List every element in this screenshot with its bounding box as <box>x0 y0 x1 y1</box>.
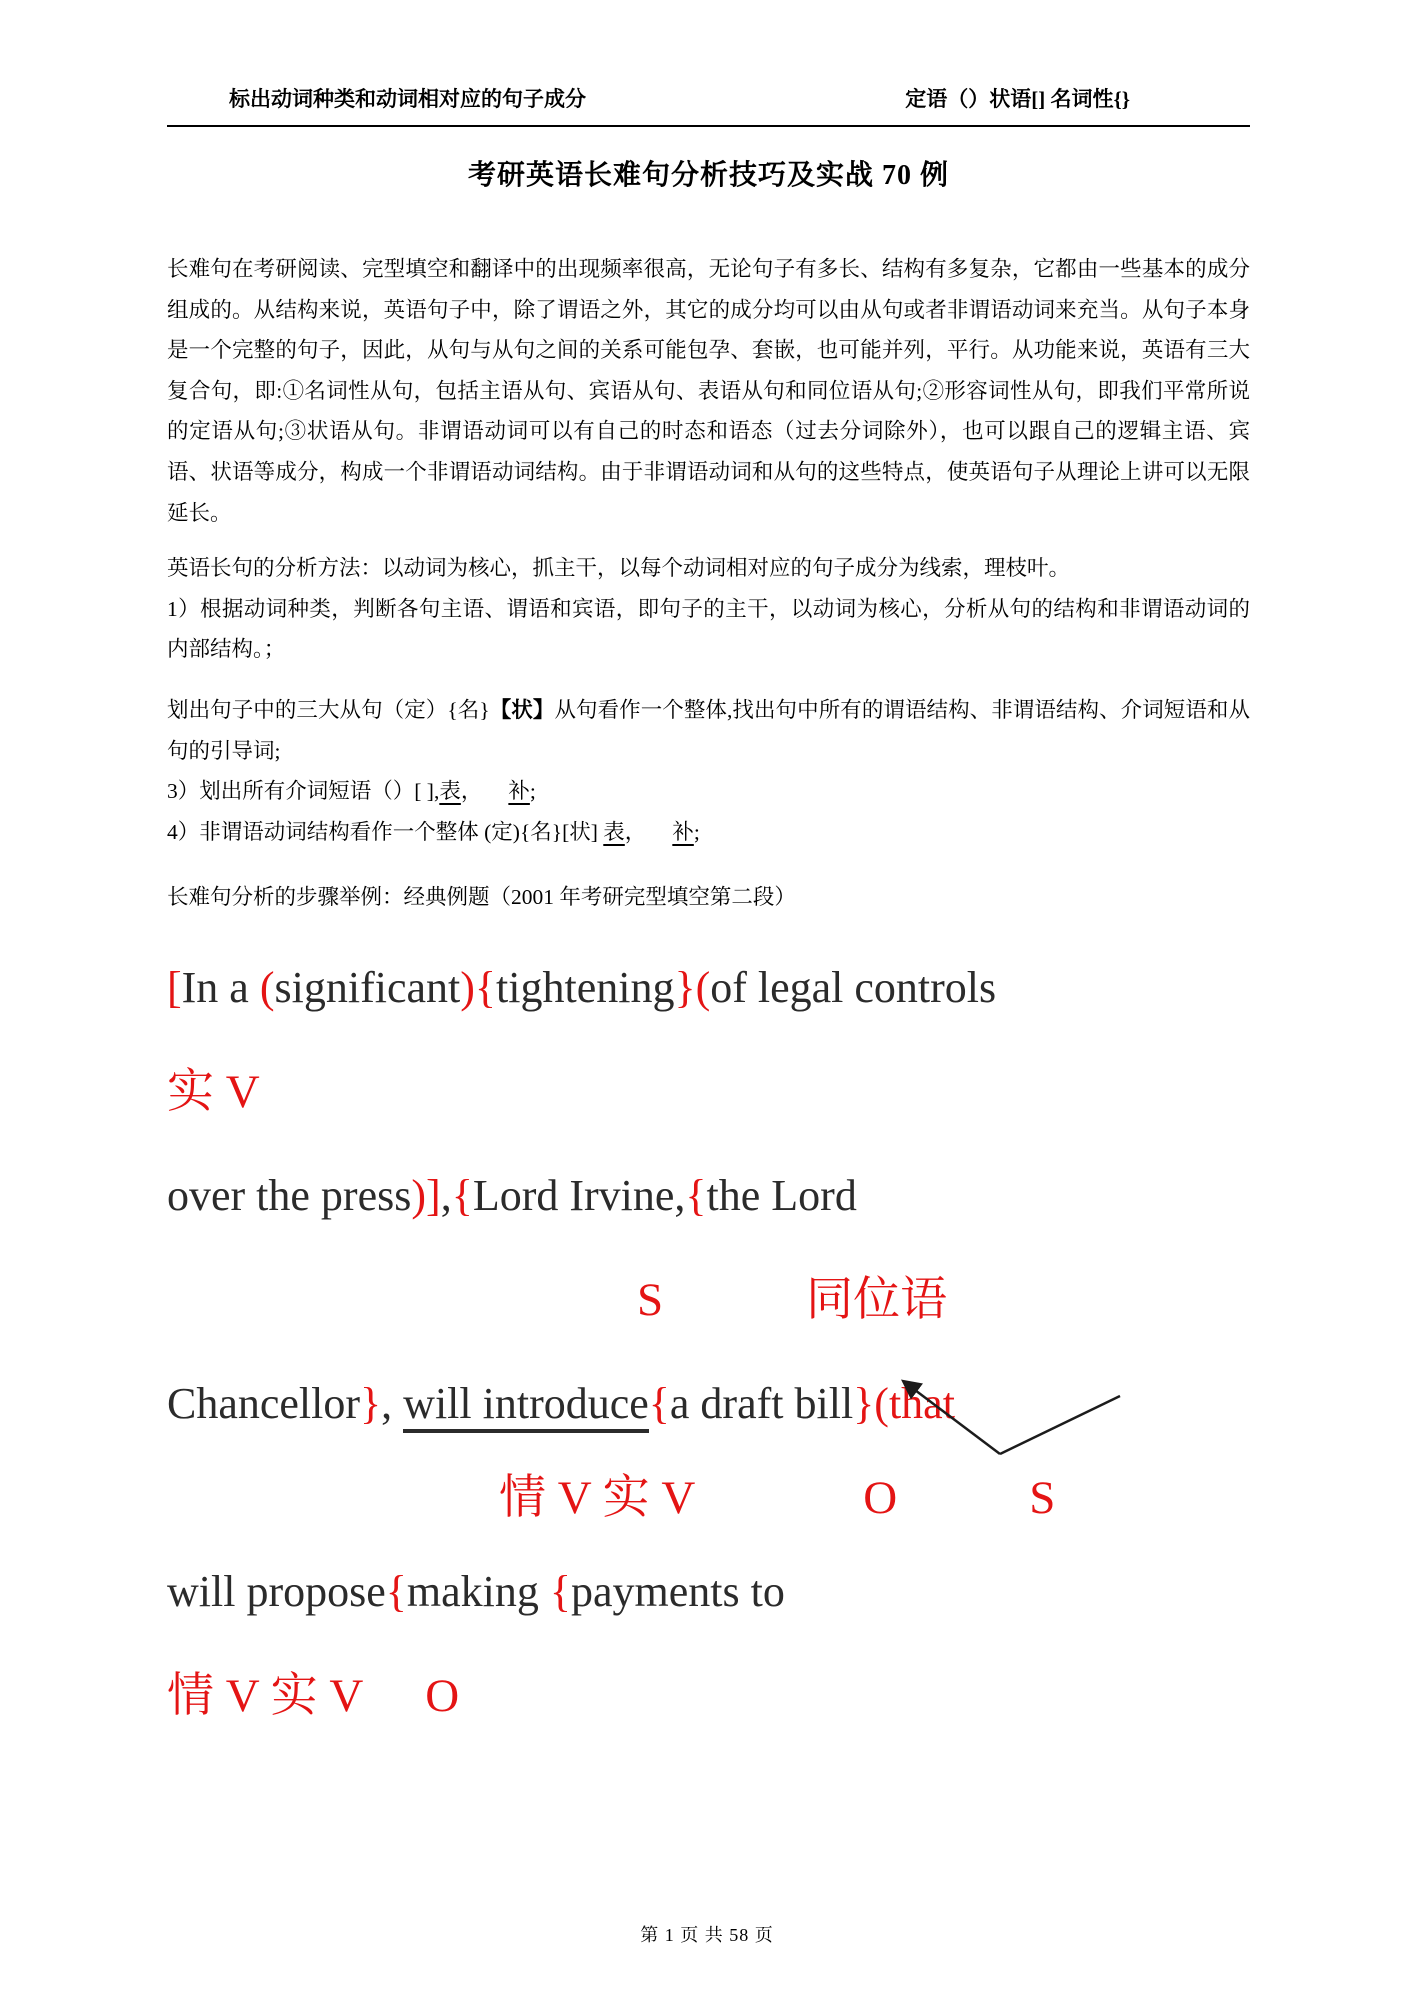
annotation-line-shi-v <box>167 1040 1250 1144</box>
step4-biao-underlined: 表 <box>603 819 625 844</box>
annotation-line-qv-shiv-o <box>167 1644 1250 1748</box>
page-number-footer: 第 1 页 共 58 页 <box>640 1925 774 1945</box>
close-brace-2: } <box>360 1378 382 1428</box>
step4-paragraph <box>167 812 1250 853</box>
example-line-2-text-b: Lord Irvine, <box>472 1170 686 1220</box>
method-paragraph: 英语长句的分析方法：以动词为核心，抓主干，以每个动词相对应的句子成分为线索，理枝叶。 <box>167 556 1071 581</box>
open-brace-2: { <box>451 1170 473 1220</box>
step3-paragraph <box>167 771 1250 812</box>
example-line-1-text-c: tightening <box>496 962 675 1012</box>
that-clause-opener: (that <box>874 1378 955 1428</box>
open-brace-6: { <box>549 1566 571 1616</box>
example-line-2-text-a: over the press <box>167 1170 412 1220</box>
example-line-1 <box>167 936 1250 1040</box>
step4-semicolon: ; <box>693 819 700 844</box>
close-brace-3: } <box>853 1378 875 1428</box>
appositive-label: 同位语 <box>806 1273 948 1326</box>
page-title: 考研英语长难句分析技巧及实战 70 例 <box>467 160 949 191</box>
example-line-1-text-d: of legal controls <box>710 962 997 1012</box>
example-line-2-text-c: the Lord <box>706 1170 857 1220</box>
steps-block <box>167 690 1250 852</box>
close-paren-bracket: )] <box>411 1170 441 1220</box>
shi-v-label: 实 V <box>167 1065 260 1118</box>
example-line-3-text-b: a draft bill <box>669 1378 854 1428</box>
step4-bu-underlined: 补 <box>672 819 694 844</box>
pointer-arrows-icon <box>885 1371 1135 1466</box>
page-header <box>167 86 1250 127</box>
object-label-2: O <box>425 1669 460 1722</box>
subject-label: S <box>637 1273 664 1326</box>
open-brace-4: { <box>648 1378 670 1428</box>
open-paren: ( <box>259 962 275 1012</box>
close-brace: } <box>674 962 696 1012</box>
header-right-text: 定语（）状语[] 名词性{} <box>905 87 1130 111</box>
example-line-3-text-a: Chancellor <box>167 1378 361 1428</box>
modal-verb-label-2: 情 V 实 V <box>167 1669 364 1722</box>
open-brace-3: { <box>685 1170 707 1220</box>
intro-paragraph: 长难句在考研阅读、完型填空和翻译中的出现频率很高，无论句子有多长、结构有多复杂，它都由一些基本的成分组成的。从结构来说，英语句子中，除了谓语之外，其它的成分均可以由从句或者非谓语动词来充当。从句子本身是一个完整的句子，因此，从句与从句之间的关系可能包孕、套嵌，也可能并列，平行。从功能来说，英语有三大复合句，即:①名词性从句，包括主语从句、宾语从句、表语从句和同位语从句;②形容词性从句，即我们平常所说的定语从句;③状语从句。非谓语动词可以有自己的时态和语态（过去分词除外），也可以跟自己的逻辑主语、宾语、状语等成分，构成一个非谓语动词结构。由于非谓语动词和从句的这些特点，使英语句子从理论上讲可以无限延长。 <box>167 257 1250 525</box>
clause-marking-paragraph <box>167 690 1250 771</box>
step4-prefix: 4）非谓语动词结构看作一个整体 (定){名}[状] <box>167 819 604 844</box>
example-line-2 <box>167 1144 1250 1248</box>
open-brace: { <box>474 962 497 1012</box>
header-left-text: 标出动词种类和动词相对应的句子成分 <box>229 87 586 111</box>
example-line-4-text-b: making <box>406 1566 550 1616</box>
step3-comma: ， <box>460 779 483 804</box>
close-paren: ) <box>460 962 475 1012</box>
clause-marking-prefix: 划出句子中的三大从句（定）{名} <box>167 697 490 722</box>
step4-comma: ， <box>624 819 647 844</box>
method-block <box>167 548 1250 670</box>
annotation-line-subject-appositive <box>167 1248 1250 1352</box>
clause-marking-rest: 从句看作一个整体,找出句中所有的谓语结构、非谓语结构、介词短语和从句的引导词; <box>167 697 1250 763</box>
example-line-4-text-c: payments to <box>571 1566 785 1616</box>
subject-label-2: S <box>1029 1471 1056 1524</box>
example-line-1-text-a: In a <box>181 962 260 1012</box>
step3-semicolon: ; <box>529 779 536 804</box>
open-paren-2: ( <box>695 962 711 1012</box>
example-line-3-comma: , <box>381 1378 404 1428</box>
step3-biao-underlined: 表 <box>439 779 461 804</box>
open-square-bracket: [ <box>167 962 182 1012</box>
example-line-4-text-a: will propose <box>167 1566 386 1616</box>
example-line-2-comma: , <box>440 1170 452 1220</box>
underlined-verb-phrase: will introduce <box>403 1379 649 1433</box>
adverbial-bracket-label: 【状】 <box>489 697 555 722</box>
step3-prefix: 3）划出所有介词短语（）[ ], <box>167 779 440 804</box>
step1-paragraph: 1）根据动词种类，判断各句主语、谓语和宾语，即句子的主干，以动词为核心，分析从句的结构和非谓语动词的内部结构。； <box>167 596 1250 662</box>
example-analysis <box>167 936 1250 1748</box>
annotation-line-qv-shiv-o-s <box>167 1456 1250 1540</box>
open-brace-5: { <box>385 1566 407 1616</box>
modal-verb-label: 情 V 实 V <box>499 1471 696 1524</box>
step3-bu-underlined: 补 <box>508 779 530 804</box>
example-line-4 <box>167 1540 1250 1644</box>
example-note: 长难句分析的步骤举例：经典例题（2001 年考研完型填空第二段） <box>167 885 796 910</box>
object-label: O <box>863 1471 898 1524</box>
example-line-1-text-b: significant <box>274 962 461 1012</box>
